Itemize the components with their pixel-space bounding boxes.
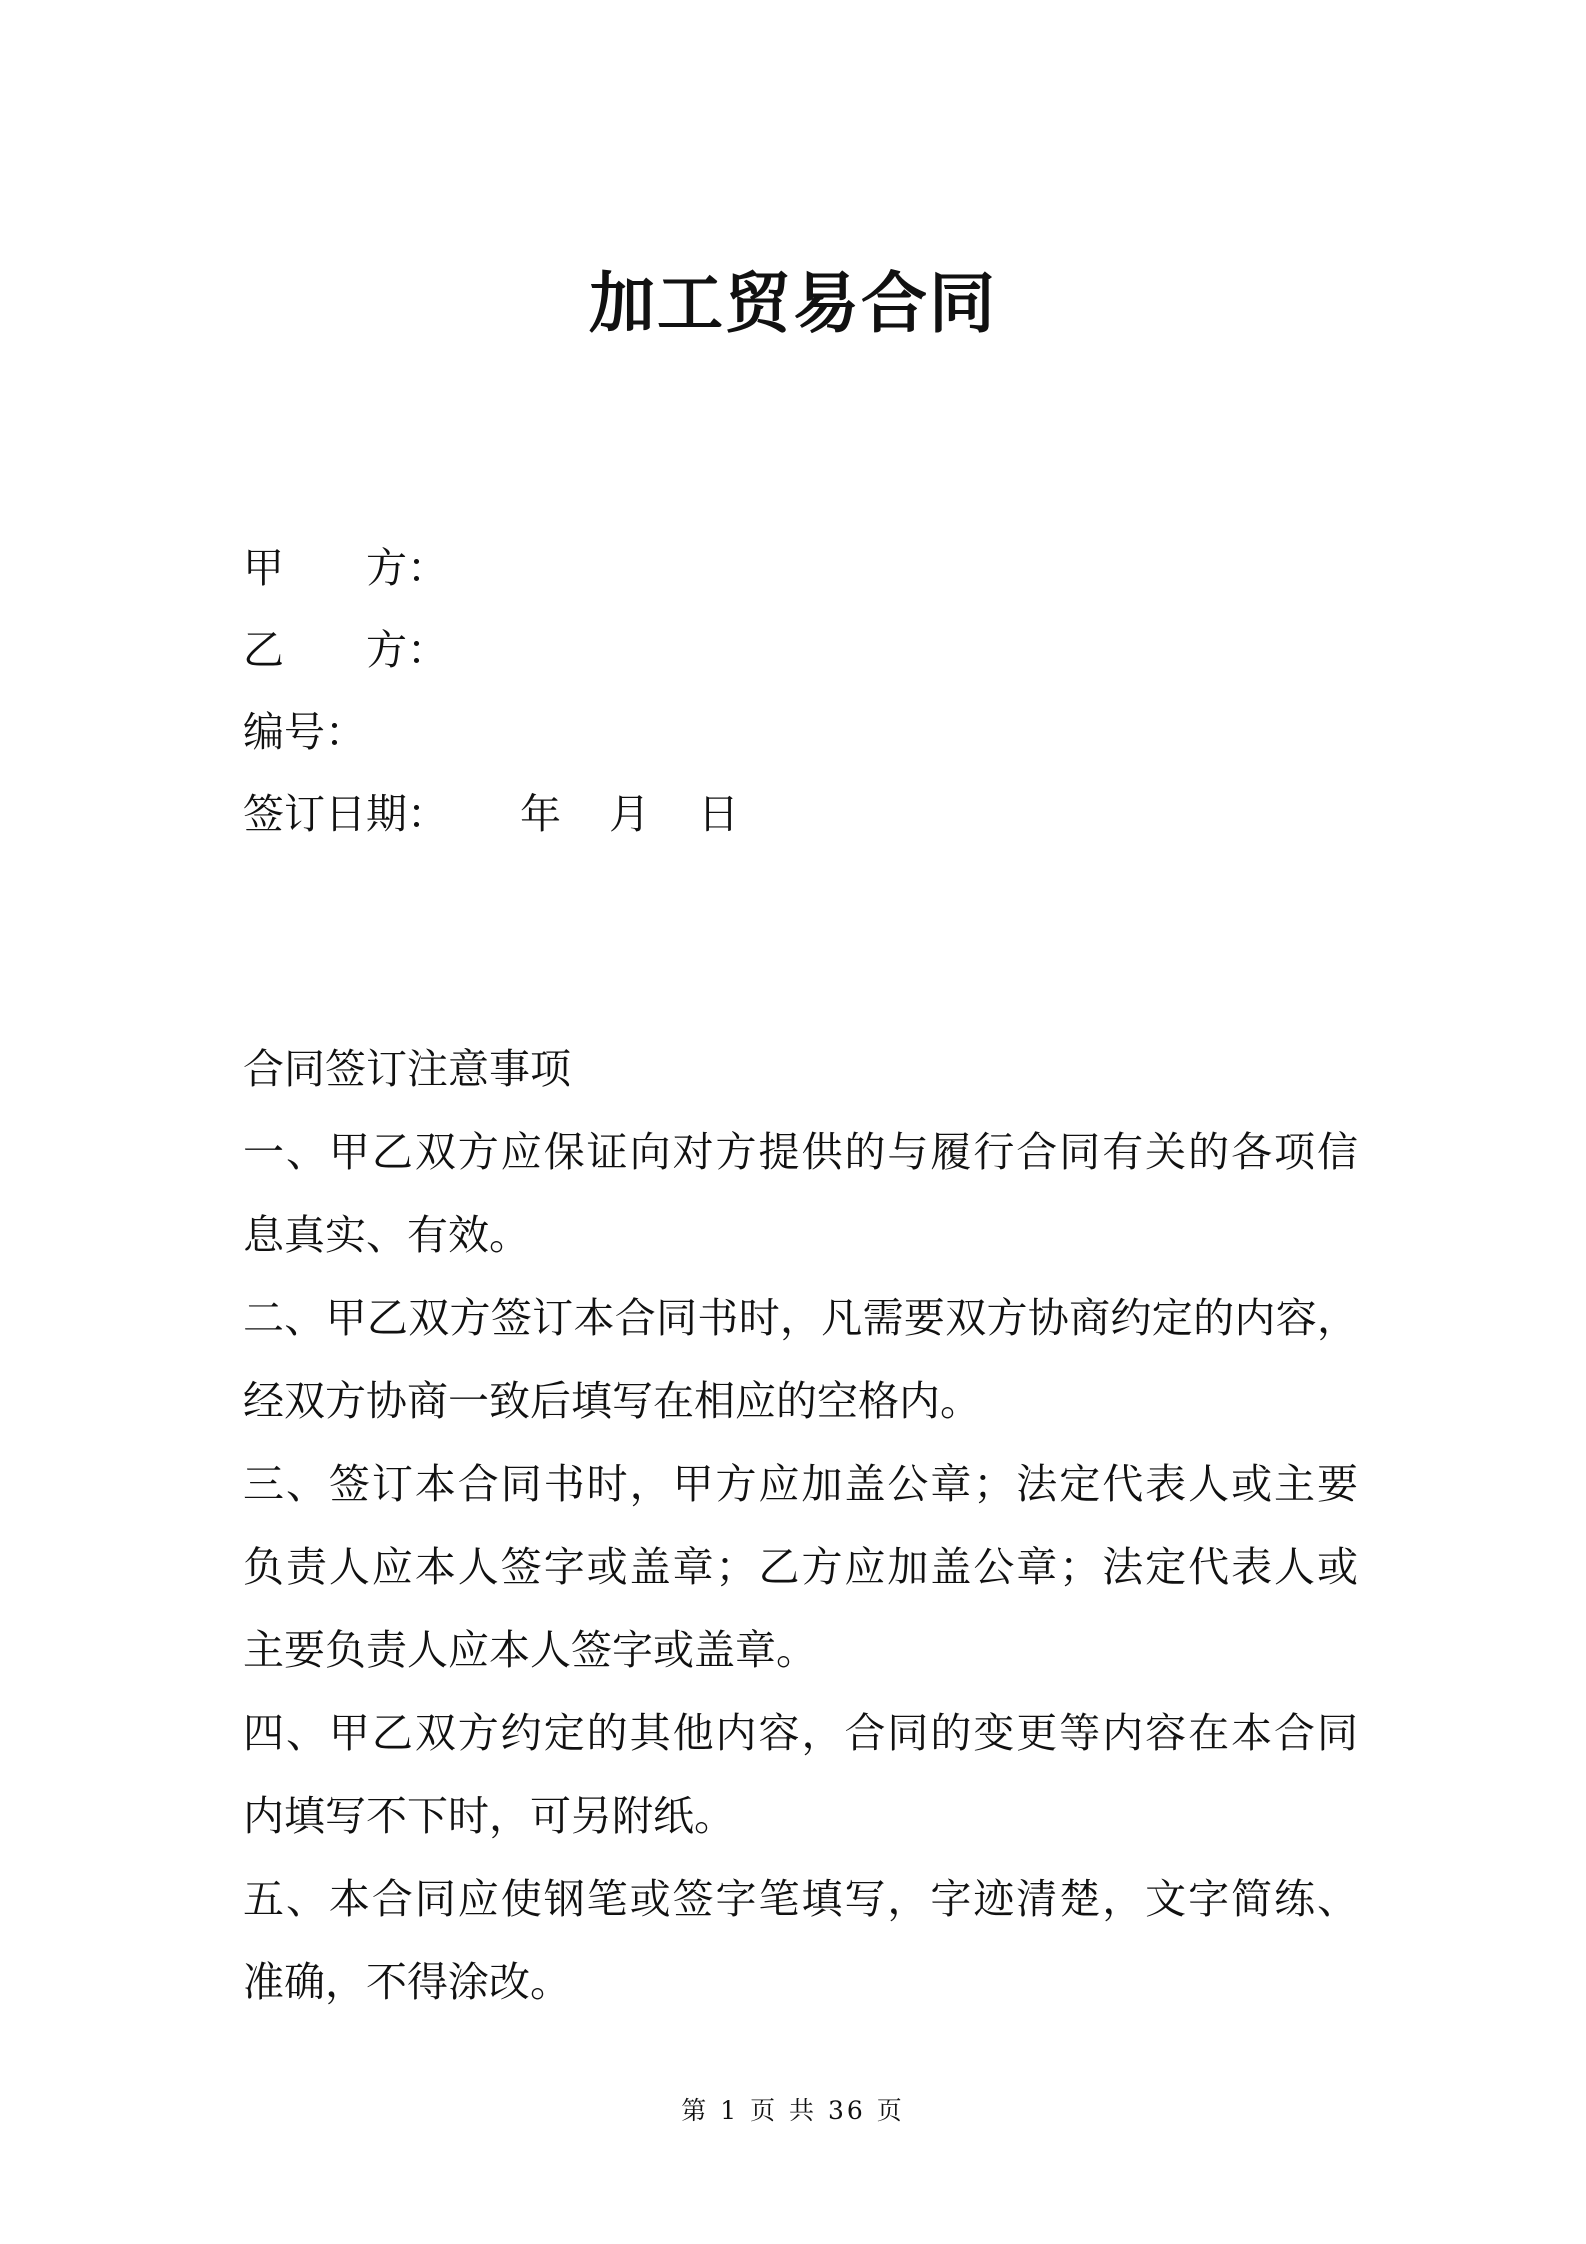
notes-line: 一、甲乙双方应保证向对方提供的与履行合同有关的各项信 [243,1128,1358,1176]
date-month: 月 [609,790,650,838]
notes-heading: 合同签订注意事项 [243,1045,571,1093]
page-number: 第 1 页 共 36 页 [681,2096,905,2125]
date-day: 日 [698,790,739,838]
party-a-label: 甲 [243,544,284,592]
party-b-suffix: 方： [366,626,448,674]
notes-line: 经双方协商一致后填写在相应的空格内。 [243,1377,981,1425]
contract-number-field [243,708,366,756]
notes-line: 五、本合同应使钢笔或签字笔填写，字迹清楚，文字简练、 [243,1875,1358,1923]
notes-line: 三、签订本合同书时，甲方应加盖公章；法定代表人或主要 [243,1460,1358,1508]
party-b-field [243,626,448,674]
date-year: 年 [520,790,561,838]
party-a-suffix: 方： [366,544,448,592]
document-title: 加工贸易合同 [589,264,997,342]
notes-line: 主要负责人应本人签字或盖章。 [243,1626,817,1674]
signing-date-label: 签订日期： [243,790,448,838]
notes-line: 准确，不得涂改。 [243,1958,571,2006]
contract-number-label: 编号： [243,708,366,756]
notes-line: 四、甲乙双方约定的其他内容，合同的变更等内容在本合同 [243,1709,1358,1757]
notes-line: 息真实、有效。 [243,1211,530,1259]
signing-date-field [243,790,739,838]
notes-line: 二、甲乙双方签订本合同书时，凡需要双方协商约定的内容， [243,1294,1358,1342]
signing-notes [243,1045,1358,2045]
notes-line: 内填写不下时，可另附纸。 [243,1792,735,1840]
notes-line: 负责人应本人签字或盖章；乙方应加盖公章；法定代表人或 [243,1543,1358,1591]
party-a-field [243,544,448,592]
party-b-label: 乙 [243,626,284,674]
